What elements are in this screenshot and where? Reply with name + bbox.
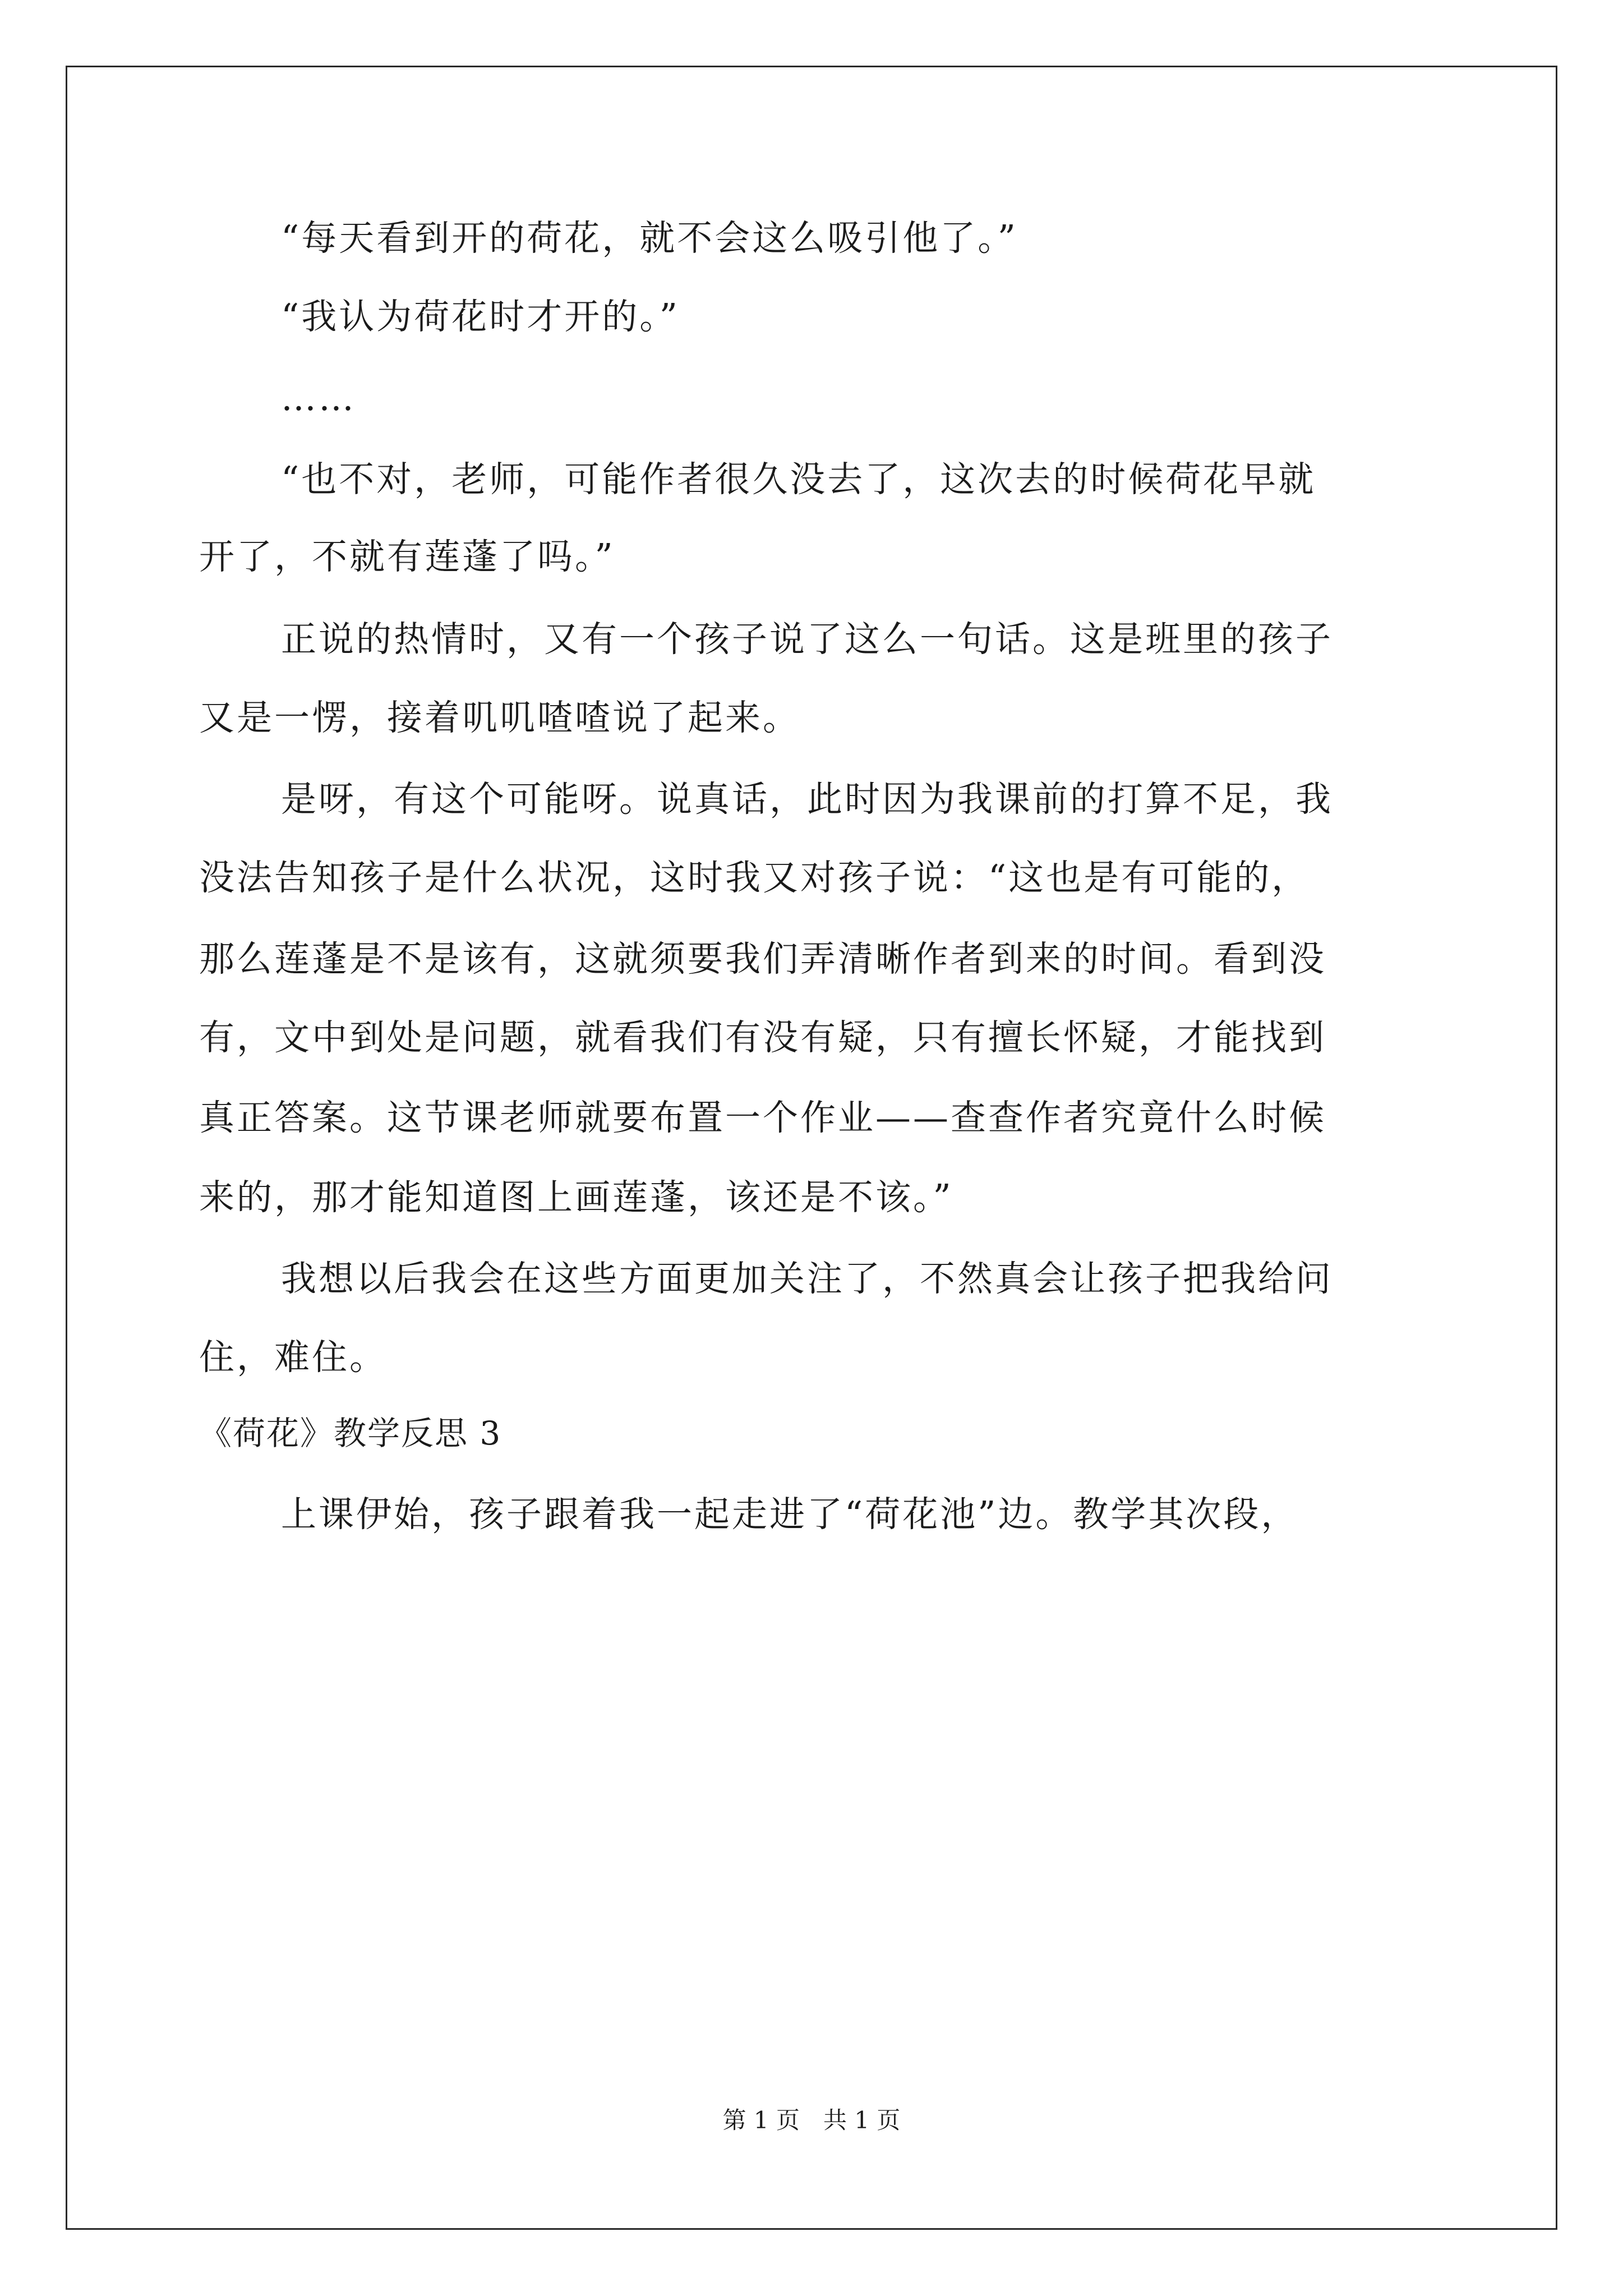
paragraph-line: 没法告知孩子是什么状况，这时我又对孩子说：“这也是有可能的， (199, 857, 1310, 898)
paragraph-line: 上课伊始，孩子跟着我一起走进了“荷花池”边。教学其次段， (281, 1494, 1299, 1535)
paragraph-line: …… (281, 378, 356, 418)
paragraph-line: “我认为荷花时才开的。” (281, 296, 680, 337)
paragraph-line: 是呀，有这个可能呀。说真话，此时因为我课前的打算不足，我 (281, 779, 1333, 820)
paragraph-line: 有，文中到处是问题，就看我们有没有疑，只有擅长怀疑，才能找到 (199, 1017, 1326, 1058)
paragraph-line: 正说的热情时，又有一个孩子说了这么一句话。这是班里的孩子 (281, 619, 1333, 660)
paragraph-line: 那么莲蓬是不是该有，这就须要我们弄清晰作者到来的时间。看到没 (199, 938, 1326, 979)
paragraph-line: 来的，那才能知道图上画莲蓬，该还是不该。” (199, 1177, 953, 1218)
section-heading: 《荷花》教学反思 3 (199, 1414, 502, 1452)
paragraph-line: “每天看到开的荷花，就不会这么吸引他了。” (281, 218, 1018, 259)
paragraph-line: 我想以后我会在这些方面更加关注了，不然真会让孩子把我给问 (281, 1258, 1333, 1299)
paragraph-line: 住，难住。 (199, 1337, 387, 1378)
paragraph-line: 又是一愣，接着叽叽喳喳说了起来。 (199, 697, 800, 738)
paragraph-line: 真正答案。这节课老师就要布置一个作业——查查作者究竟什么时候 (199, 1097, 1326, 1138)
paragraph-line: 开了，不就有莲蓬了吗。” (199, 536, 615, 577)
paragraph-line: “也不对，老师，可能作者很久没去了，这次去的时候荷花早就 (281, 459, 1316, 500)
page-footer: 第 1 页 共 1 页 (722, 2106, 901, 2134)
